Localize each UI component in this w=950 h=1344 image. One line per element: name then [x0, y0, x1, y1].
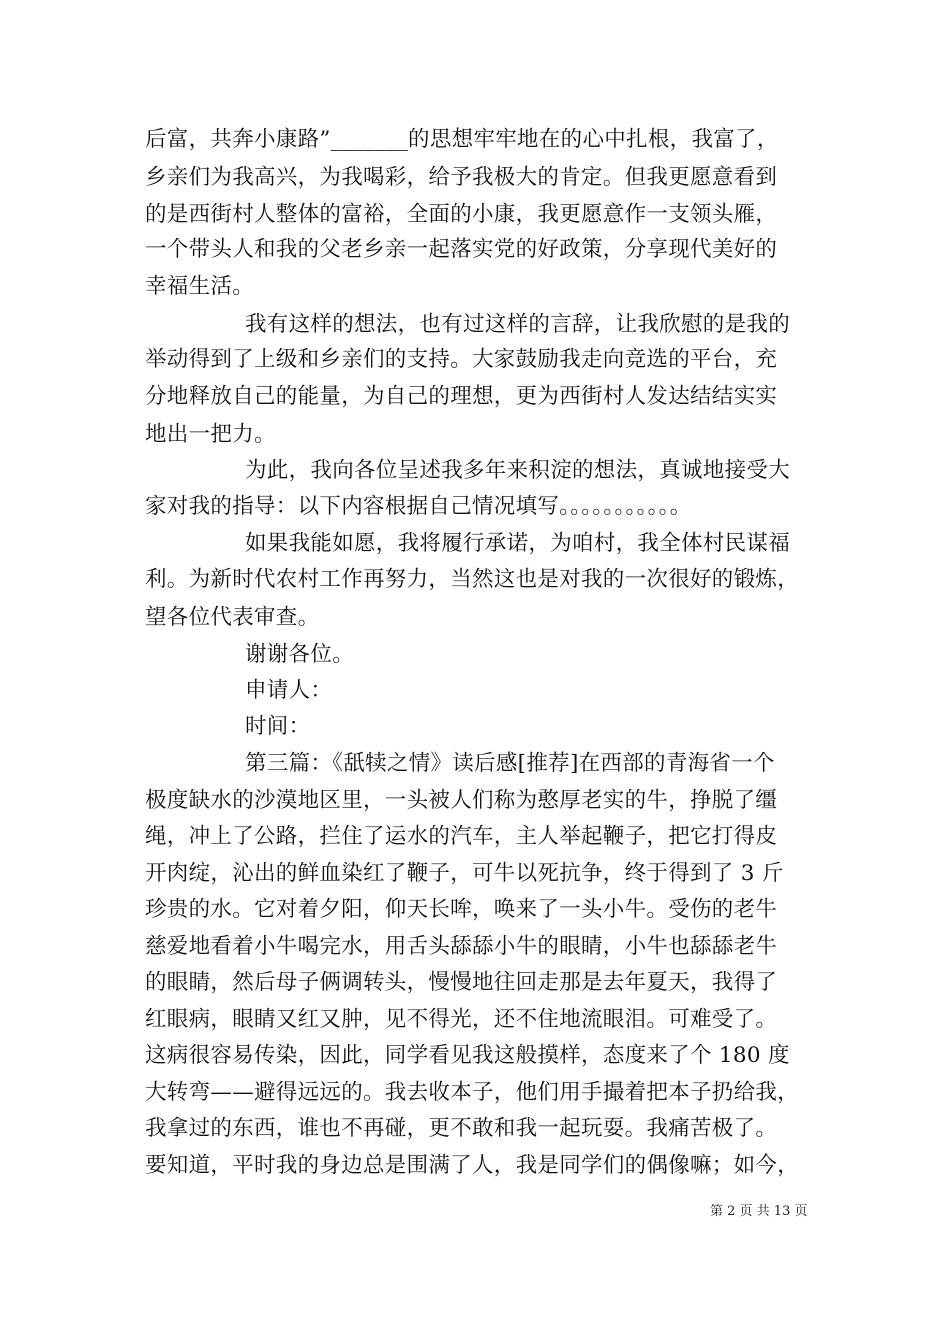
- text-line: 后富，共奔小康路”_______的思想牢牢地在的心中扎根，我富了，: [145, 127, 779, 152]
- paragraph-start-line: 我有这样的想法，也有过这样的言辞，让我欣慰的是我的: [245, 312, 791, 337]
- page-number-footer: 第 2 页 共 13 页: [710, 1204, 808, 1219]
- text-line: 要知道，平时我的身边总是围满了人，我是同学们的偶像嘛；如今，: [145, 1153, 800, 1178]
- paragraph-start-line: 第三篇：《舐犊之情》读后感[推荐]在西部的青海省一个: [245, 751, 775, 776]
- text-line: 的是西街村人整体的富裕，全面的小康，我更愿意作一支领头雁，: [145, 202, 778, 227]
- text-line: 望各位代表审查。: [145, 605, 320, 630]
- date-label: 时间：: [245, 714, 311, 739]
- text-line: 极度缺水的沙漠地区里，一头被人们称为憨厚老实的牛，挣脱了缰: [145, 788, 778, 813]
- text-line: 珍贵的水。它对着夕阳，仰天长哞，唤来了一头小牛。受伤的老牛: [145, 897, 778, 922]
- text-line: 地出一把力。: [145, 422, 276, 447]
- text-line: 我拿过的东西，谁也不再碰，更不敢和我一起玩耍。我痛苦极了。: [145, 1116, 778, 1141]
- text-line: 乡亲们为我高兴，为我喝彩，给予我极大的肯定。但我更愿意看到: [145, 165, 778, 190]
- text-line: 利。为新时代农村工作再努力，当然这也是对我的一次很好的锻炼，: [145, 567, 800, 592]
- applicant-label: 申请人：: [245, 678, 333, 703]
- text-line: 绳，冲上了公路，拦住了运水的汽车，主人举起鞭子，把它打得皮: [145, 824, 778, 849]
- text-line: 的眼睛，然后母子俩调转头，慢慢地往回走那是去年夏天，我得了: [145, 970, 778, 995]
- text-line: 红眼病，眼睛又红又肿，见不得光，还不住地流眼泪。可难受了。: [145, 1007, 778, 1032]
- text-line: 大转弯——避得远远的。我去收本子，他们用手撮着把本子扔给我，: [145, 1080, 800, 1105]
- text-line: 一个带头人和我的父老乡亲一起落实党的好政策，分享现代美好的: [145, 237, 778, 262]
- paragraph-start-line: 为此，我向各位呈述我多年来积淀的想法，真诚地接受大: [245, 458, 791, 483]
- text-line: 慈爱地看着小牛喝完水，用舌头舔舔小牛的眼睛，小牛也舔舔老牛: [145, 934, 778, 959]
- text-line: 开肉绽，沁出的鲜血染红了鞭子，可牛以死抗争，终于得到了 3 斤: [145, 861, 784, 886]
- text-line: 家对我的指导：以下内容根据自己情况填写。。。。。。。。。。。: [145, 494, 692, 519]
- thanks-line: 谢谢各位。: [245, 642, 355, 667]
- text-line: 幸福生活。: [145, 274, 255, 299]
- text-line: 分地释放自己的能量，为自己的理想，更为西街村人发达结结实实: [145, 384, 778, 409]
- text-line: 这病很容易传染，因此，同学看见我这般摸样，态度来了个 180 度: [145, 1043, 790, 1068]
- paragraph-start-line: 如果我能如愿，我将履行承诺，为咱村，我全体村民谋福: [245, 531, 791, 556]
- text-line: 举动得到了上级和乡亲们的支持。大家鼓励我走向竞选的平台，充: [145, 347, 778, 372]
